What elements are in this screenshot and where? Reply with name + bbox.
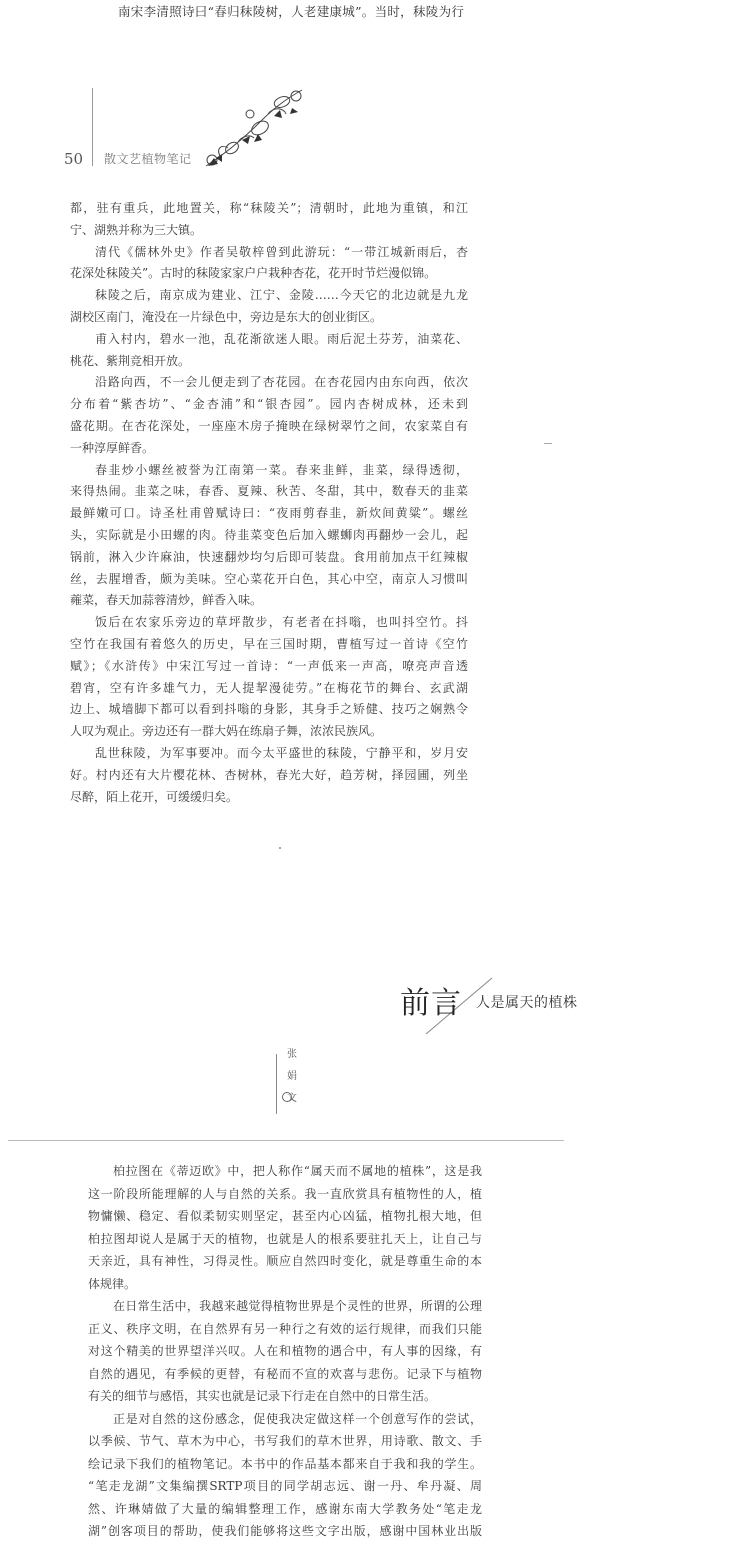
text-line: 分布着“紫杏坊”、“金杏浦”和“银杏园”。园内杏树成林，还未到 [70,397,468,412]
text-line: 正是对自然的这份感念，促使我决定做这样一个创意写作的尝试， [113,1411,482,1426]
text-line: 以季候、节气、草木为中心，书写我们的草木世界，用诗歌、散文、手 [88,1434,482,1448]
previous-page-last-line: 南宋李清照诗曰“春归秣陵树，人老建康城”。当时，秣陵为行 [118,4,465,19]
author-char: 娟 [287,1071,297,1082]
text-line: 空竹在我国有着悠久的历史，早在三国时期，曹植写过一首诗《空竹 [70,636,468,651]
text-line: 尽醉，陌上花开，可缓缓归矣。 [70,789,239,804]
text-line: 盛花期。在杏花深处，一座座木房子掩映在绿树翠竹之间，农家菜自有 [70,418,468,433]
preface-body [88,1160,482,1543]
text-line: 春韭炒小螺丝被誉为江南第一菜。春来韭鲜，韭菜，绿得透彻， [95,462,468,477]
text-line: 乱世秣陵，为军事要冲。而今太平盛世的秣陵，宁静平和，岁月安 [95,745,468,760]
text-line: “笔走龙湖”文集编撰SRTP项目的同学胡志远、谢一丹、牟丹凝、周 [88,1479,482,1493]
text-line: 头，实际就是小田螺的肉。待韭菜变色后加入螺蛳肉再翻炒一会儿，起 [70,527,468,542]
text-line: 都，驻有重兵，此地置关，称“秣陵关”；清朝时，此地为重镇，和江 [70,201,468,215]
text-line: 锅前，淋入少许麻油，快速翻炒均匀后即可装盘。食用前加点干红辣椒 [70,549,468,564]
author-circle-ornament [282,1092,292,1102]
text-line: 饭后在农家乐旁边的草坪散步，有老者在抖嗡，也叫抖空竹。抖 [95,615,468,630]
text-line: 好。村内还有大片樱花林、杏树林，春光大好，趋芳树，择园圃，列坐 [70,767,468,782]
section-divider [8,1140,564,1141]
text-line: 体规律。 [88,1276,137,1291]
preface-title: 前言 [400,986,462,1021]
text-line: 在日常生活中，我越来越觉得植物世界是个灵性的世界，所谓的公理 [113,1299,482,1313]
author-vertical-rule [276,1054,277,1114]
text-line: 人叹为观止。旁边还有一群大妈在练扇子舞，浓浓民族风。 [70,724,383,739]
text-line: 天亲近，具有神性，习得灵性。顺应自然四时变化，就是尊重生命的本 [88,1254,482,1268]
text-line: 丝，去腥增香，颇为美味。空心菜花开白色，其心中空，南京人习惯叫 [70,571,468,586]
text-line: 花深处秣陵关”。古时的秣陵家家户户栽种杏花，花开时节烂漫似锦。 [70,266,437,281]
text-line: 湖校区南门，淹没在一片绿色中，旁边是东大的创业街区。 [70,309,383,324]
text-line: 甫入村内，碧水一池，乱花渐欲迷人眼。雨后泥土芬芳，油菜花、 [95,331,468,346]
text-line: 桃花、紫荆竞相开放。 [70,353,191,368]
text-line: 这一阶段所能理解的人与自然的关系。我一直欣赏具有植物性的人，植 [88,1186,482,1201]
floral-illustration [198,86,316,172]
page-number: 50 [64,150,84,168]
text-line: 一种淳厚鲜香。 [70,440,155,455]
running-header: 散文艺植物笔记 [104,152,192,166]
text-line: 边上、城墙脚下都可以看到抖嗡的身影，其身手之矫健、技巧之娴熟令 [70,702,468,717]
text-line: 自然的遇见，有季候的更替，有秘而不宣的欢喜与悲伤。记录下与植物 [88,1366,482,1381]
text-line: 物慵懒、稳定、看似柔韧实则坚定，甚至内心凶猛，植物扎根大地，但 [88,1209,482,1223]
text-line: 有关的细节与感悟，其实也就是记录下行走在自然中的日常生活。 [88,1389,437,1403]
stray-dot [279,847,281,849]
header-vertical-rule [92,88,93,166]
preface-subtitle: 人是属天的植株 [476,995,578,1011]
text-line: 然、许琳婧做了大量的编辑整理工作，感谢东南大学教务处“笔走龙 [88,1501,482,1516]
text-line: 湖”创客项目的帮助，使我们能够将这些文字出版，感谢中国林业出版 [88,1524,482,1538]
text-line: 沿路向西，不一会儿便走到了杏花园。在杏花园内由东向西，依次 [95,375,468,390]
text-line: 柏拉图在《蒂迈欧》中，把人称作“属天而不属地的植株”，这是我 [113,1164,482,1178]
text-line: 碧宵，空有许多雄气力，无人提挈漫徒劳。”在梅花节的舞台、玄武湖 [70,680,468,695]
text-line: 来得热闹。韭菜之味，春香、夏辣、秋苦、冬甜，其中，数春天的韭菜 [70,484,468,499]
text-line: 赋》；《水浒传》中宋江写过一首诗：“一声低来一声高，嘹亮声音透 [70,658,468,673]
text-line: 秣陵之后，南京成为建业、江宁、金陵……今天它的北边就是九龙 [95,288,468,303]
margin-mark [544,443,552,444]
text-line: 柏拉图却说人是属于天的植物，也就是人的根系要驻扎天上，让自己与 [88,1231,482,1246]
text-line: 最鲜嫩可口。诗圣杜甫曾赋诗曰：“夜雨剪春韭，新炊间黄粱”。螺丝 [70,506,468,521]
text-line: 蕹菜，春天加蒜蓉清炒，鲜香入味。 [70,593,263,608]
text-line: 对这个精美的世界望洋兴叹。人在和植物的遇合中，有人事的因缘，有 [88,1344,482,1358]
text-line: 正义、秩序文明，在自然界有另一种行之有效的运行规律，而我们只能 [88,1321,482,1336]
author-char: 文 [287,1093,297,1104]
text-line: 绘记录下我们的植物笔记。本书中的作品基本都来自于我和我的学生。 [88,1456,482,1471]
text-line: 宁、湖熟并称为三大镇。 [70,222,203,237]
text-line: 清代《儒林外史》作者吴敬梓曾到此游玩：“一带江城新雨后，杏 [95,244,468,259]
author-char: 张 [287,1049,297,1060]
article-body [70,198,468,808]
